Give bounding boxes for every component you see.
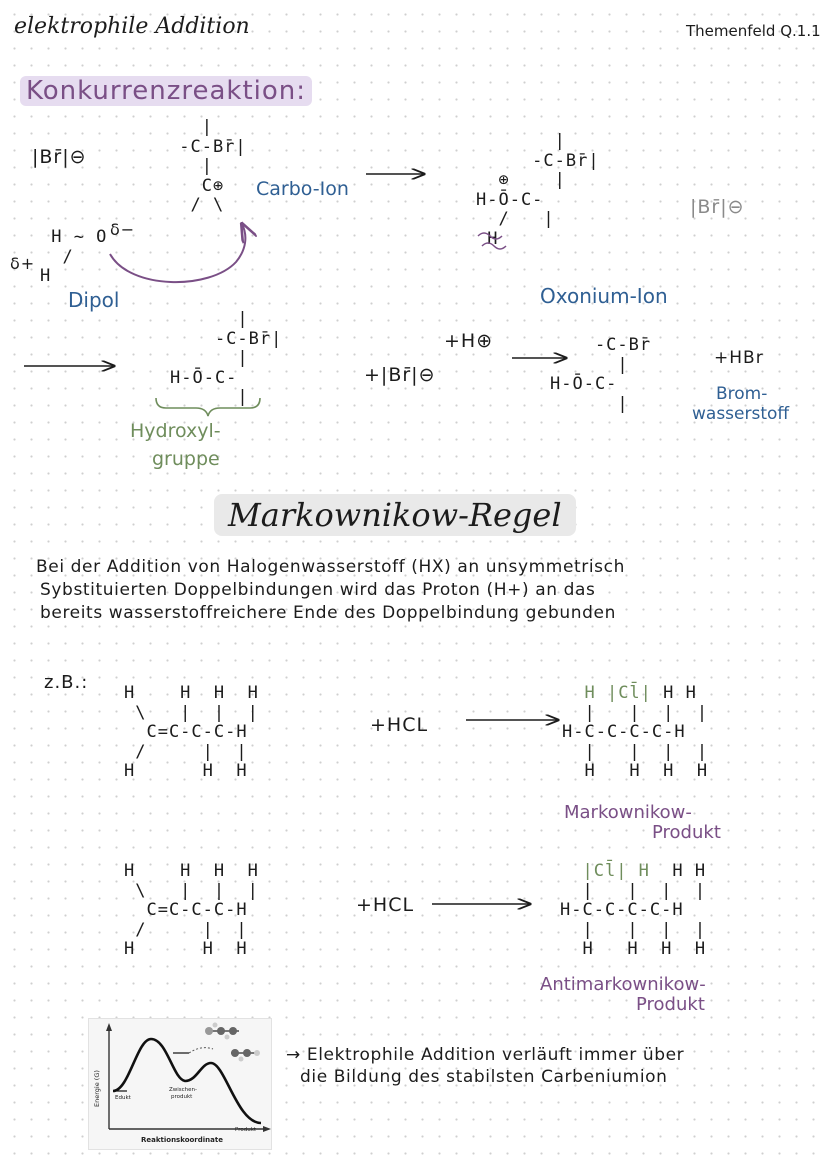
reagent-hcl-2: +HCL bbox=[356, 894, 415, 916]
propene-structure-2: H H H H \ | | | C=C-C-C-H / | | H H H bbox=[124, 861, 259, 960]
bromide-ion-gray: |Br̄|⊖ bbox=[690, 196, 745, 218]
reagent-hcl-1: +HCL bbox=[370, 714, 429, 736]
plus-bromide: +|Br̄|⊖ bbox=[364, 364, 436, 386]
antimarkownikow-product-structure: |Cl̄| H H H | | | | H-C-C-C-C-H | | | | H H H H bbox=[560, 861, 707, 960]
rule-line-1: Bei der Addition von Halogenwasserstoff (HX) an unsymmetrisch bbox=[36, 557, 625, 577]
reaction-axis-label: Reaktionskoordinate bbox=[141, 1136, 223, 1144]
alcohol-structure: | -C-Br̄| | H-Ō-C- | bbox=[170, 309, 283, 408]
dipole-label: Dipol bbox=[68, 288, 120, 312]
brom-label-2: wasserstoff bbox=[692, 404, 790, 424]
topic-label: Themenfeld Q.1.1 bbox=[686, 22, 821, 40]
product-label: Produkt bbox=[235, 1127, 257, 1133]
rule-line-3: bereits wasserstoffreichere Ende des Doppelbindung gebunden bbox=[40, 603, 616, 623]
propene-structure-1: H H H H \ | | | C=C-C-C-H / | | H H H bbox=[124, 683, 259, 782]
antimarkownikow-label-1: Antimarkownikow- bbox=[540, 974, 706, 995]
antimarkownikow-label-2: Produkt bbox=[636, 994, 705, 1015]
hydroxyl-label-2: gruppe bbox=[152, 448, 220, 470]
section-heading-markownikow: Markownikow-Regel bbox=[214, 494, 576, 536]
conclusion-line-2: die Bildung des stabilsten Carbeniumion bbox=[300, 1067, 668, 1087]
intermediate-label-2: produkt bbox=[171, 1094, 193, 1100]
carbocation-structure: | -C-Br̄| | C⊕ / \ bbox=[168, 117, 247, 216]
hydroxyl-brace bbox=[156, 398, 260, 416]
oxonium-squiggle-1 bbox=[478, 233, 502, 239]
educt-label: Edukt bbox=[115, 1095, 131, 1101]
markownikow-product-structure: H |Cl̄| H H | | | | H-C-C-C-C-H | | | | H H H H bbox=[562, 683, 709, 782]
carbo-ion-label: Carbo-Ion bbox=[256, 178, 349, 200]
brom-label-1: Brom- bbox=[716, 384, 768, 404]
oxonium-label: Oxonium-Ion bbox=[540, 284, 668, 308]
intermediate-label-1: Zwischen- bbox=[169, 1087, 198, 1093]
plus-proton: +H⊕ bbox=[444, 330, 494, 352]
plus-hbr: +HBr bbox=[714, 348, 764, 368]
delta-plus: δ+ bbox=[10, 254, 36, 273]
markownikow-label-1: Markownikow- bbox=[564, 802, 692, 823]
markownikow-label-2: Produkt bbox=[652, 822, 721, 843]
section-heading-konkurrenzreaktion: Konkurrenzreaktion: bbox=[20, 76, 312, 106]
conclusion-line-1: → Elektrophile Addition verläuft immer über bbox=[286, 1045, 685, 1065]
delta-minus: δ− bbox=[110, 220, 136, 239]
oxonium-structure: | -C-Br̄| ⊕ | H-Ō-C- / | H bbox=[476, 131, 600, 249]
bromoalcohol-structure: -C-Br̄ | H-Ō-C- | bbox=[550, 335, 652, 414]
page-title: elektrophile Addition bbox=[14, 14, 250, 39]
rule-line-2: Sybstituierten Doppelbindungen wird das Proton (H+) an das bbox=[40, 580, 596, 600]
bromide-ion: |Br̄|⊖ bbox=[32, 146, 87, 168]
hydroxyl-label-1: Hydroxyl- bbox=[130, 420, 221, 442]
water-molecule: H ~ O / H bbox=[40, 227, 108, 287]
example-label: z.B.: bbox=[44, 672, 89, 693]
oxonium-squiggle-2 bbox=[482, 243, 506, 249]
electron-pair-arrow bbox=[110, 224, 245, 282]
energy-axis-label: Energie (G) bbox=[93, 1070, 101, 1107]
